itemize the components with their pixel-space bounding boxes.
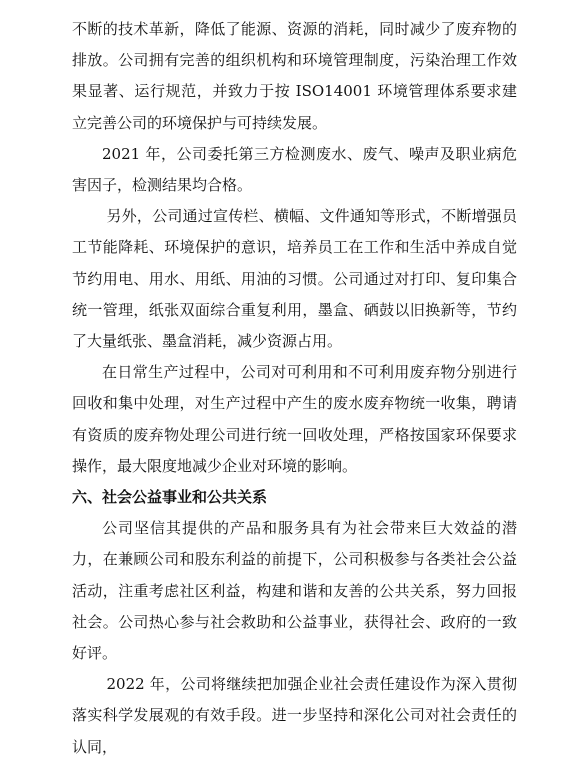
- document-page: [72, 14, 517, 763]
- paragraph-energy-awareness: 另外，公司通过宣传栏、横幅、文件通知等形式，不断增强员工节能降耗、环境保护的意识，培养员工在工作和生活中养成自觉节约用电、用水、用纸、用油的习惯。公司通过对打印、复印集合统一管理，纸张双面综合重复利用，墨盒、硒鼓以旧换新等，节约了大量纸张、墨盒消耗，减少资源占用。: [72, 207, 517, 351]
- paragraph-environment-continued: 不断的技术革新，降低了能源、资源的消耗，同时减少了废弃物的排放。公司拥有完善的组织机构和环境管理制度，污染治理工作效果显著、运行规范，并致力于按 ISO14001 环境管理体系要求建立完善公司的环境保护与可持续发展。: [72, 20, 517, 132]
- paragraph-waste-handling: 在日常生产过程中，公司对可利用和不可利用废弃物分别进行回收和集中处理，对生产过程中产生的废水废弃物统一收集，聘请有资质的废弃物处理公司进行统一回收处理，严格按国家环保要求操作，最大限度地减少企业对环境的影响。: [72, 363, 517, 475]
- paragraph-inspection-2021: 2021 年，公司委托第三方检测废水、废气、噪声及职业病危害因子，检测结果均合格。: [72, 144, 517, 195]
- paragraph-plan-2022: 2022 年，公司将继续把加强企业社会责任建设作为深入贯彻落实科学发展观的有效手段。进一步坚持和深化公司对社会责任的认同，: [72, 675, 517, 756]
- section-heading: 六、社会公益事业和公共关系: [72, 488, 268, 507]
- paragraph-public-welfare: 公司坚信其提供的产品和服务具有为社会带来巨大效益的潜力，在兼顾公司和股东利益的前提下，公司积极参与各类社会公益活动，注重考虑社区利益，构建和谐和友善的公共关系，努力回报社会。公司热心参与社会救助和公益事业，获得社会、政府的一致好评。: [72, 519, 517, 663]
